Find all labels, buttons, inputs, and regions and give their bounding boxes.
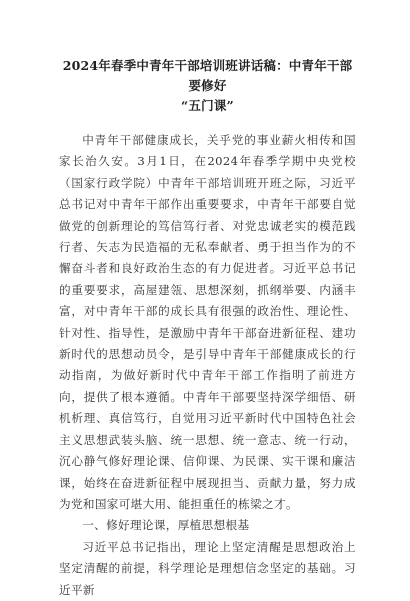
- document-title: [59, 56, 356, 116]
- document-body: [59, 130, 356, 601]
- intro-paragraph: 中青年干部健康成长，关乎党的事业薪火相传和国家长治久安。3月1日，在2024年春季学期中央党校（国家行政学院）中青年干部培训班开班之际，习近平总书记对中青年干部作出重要要求，中青年干部要自觉做党的创新理论的笃信笃行者、对党忠诚老实的模范践行者、矢志为民造福的无私奉献者、勇于担当作为的不懈奋斗者和良好政治生态的有力促进者。习近平总书记的重要要求，高屋建瓴、思想深刻，抓纲举要、内涵丰富，对中青年干部的成长具有很强的政治性、理论性、针对性、指导性，是激励中青年干部奋进新征程、建功新时代的思想动员令，是引导中青年干部健康成长的行动指南，为做好新时代中青年干部工作指明了前进方向，提供了根本遵循。中青年干部要坚持深学细悟、研机析理、真信笃行，自觉用习近平新时代中国特色社会主义思想武装头脑、统一思想、统一意志、统一行动，沉心静气修好理论课、信仰课、为民课、实干课和廉洁课，始终在奋进新征程中展现担当、贡献力量，努力成为党和国家可堪大用、能担重任的栋梁之才。: [59, 133, 356, 511]
- title-line-2: “五门课”: [181, 98, 234, 113]
- title-line-1: 2024年春季中青年干部培训班讲话稿：中青年干部要修好: [62, 58, 353, 93]
- section-paragraph: 习近平总书记指出，理论上坚定清醒是思想政治上坚定清醒的前提，科学理论是理想信念坚定的基础。习近平新: [59, 539, 356, 597]
- section-heading: 一、修好理论课，厚植思想根基: [82, 518, 250, 533]
